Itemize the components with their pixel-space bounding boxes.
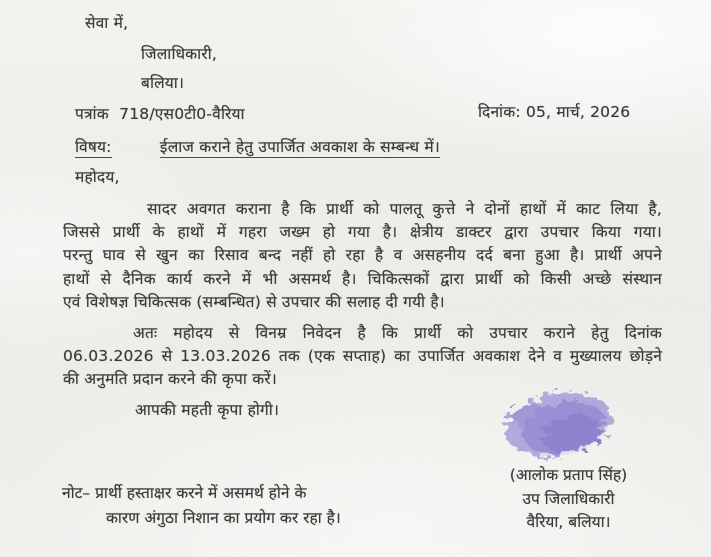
signatory-designation: उप जिलाधिकारी: [522, 489, 615, 508]
addressee-seva-mein: सेवा में,: [85, 14, 129, 32]
subject-text: ईलाज कराने हेतु उपार्जित अवकाश के सम्बन्ध में।: [159, 138, 440, 156]
footnote-line: नोट– प्रार्थी हस्ताक्षर करने में असमर्थ होने के: [62, 484, 307, 502]
footnote-line: कारण अंगुठा निशान का प्रयोग कर रहा है।: [106, 508, 341, 527]
signatory-name: (आलोक प्रताप सिंह): [509, 466, 628, 484]
salutation: महोदय,: [75, 168, 120, 186]
addressee-designation: जिलाधिकारी,: [141, 45, 217, 63]
thumbprint-impression: [488, 382, 628, 470]
reference-line: [75, 103, 245, 126]
date-label: दिनांक:: [478, 103, 521, 121]
reference-label: पत्रांक: [75, 105, 109, 123]
paragraph-line: सादर अवगत कराना है कि प्रार्थी को पालतू कुत्ते ने दोनों हाथों में काट लिया है,: [147, 200, 662, 218]
footnote: [62, 481, 407, 530]
closing-line: आपकी महती कृपा होगी।: [135, 401, 280, 419]
reference-number: 718/एस0टी0-वैरिया: [119, 105, 245, 123]
signature-block: [486, 464, 651, 535]
paragraph-line: जिससे प्रार्थी के हाथों में गहरा जख्म हो गया है। क्षेत्रीय डाक्टर द्वारा उपचार किया गया।: [63, 223, 662, 242]
date-value: 05, मार्च, 2026: [525, 103, 631, 121]
subject-line: [75, 136, 440, 159]
paragraph-line: परन्तु घाव से खुन का रिसाव बन्द नहीं हो रहा है व असहनीय दर्द बना हुआ है। प्रार्थी अपने: [63, 246, 662, 265]
subject-label: विषय:: [75, 138, 112, 156]
body-paragraph-1: [63, 198, 662, 314]
paragraph-line: एवं विशेषज्ञ चिकित्सक (सम्बन्धित) से उपचार की सलाह दी गयी है।: [63, 292, 445, 311]
thumbprint-icon: [488, 382, 628, 470]
addressee-place: बलिया।: [141, 74, 185, 92]
paragraph-line: हाथों से दैनिक कार्य करने में भी असमर्थ है। चिकित्सकों द्वारा प्रार्थी को किसी अच्छे संस्थान: [63, 269, 662, 288]
signatory-place: वैरिया, बलिया।: [526, 513, 611, 531]
date-line: [478, 101, 630, 124]
paragraph-line: 06.03.2026 से 13.03.2026 तक (एक सप्ताह) का उपार्जित अवकाश देने व मुख्यालय छोड़ने: [63, 347, 662, 366]
paragraph-line: की अनुमति प्रदान करने की कृपा करें।: [63, 370, 277, 389]
paragraph-line: अतः महोदय से विनम्र निवेदन है कि प्रार्थी को उपचार कराने हेतु दिनांक: [133, 324, 662, 342]
